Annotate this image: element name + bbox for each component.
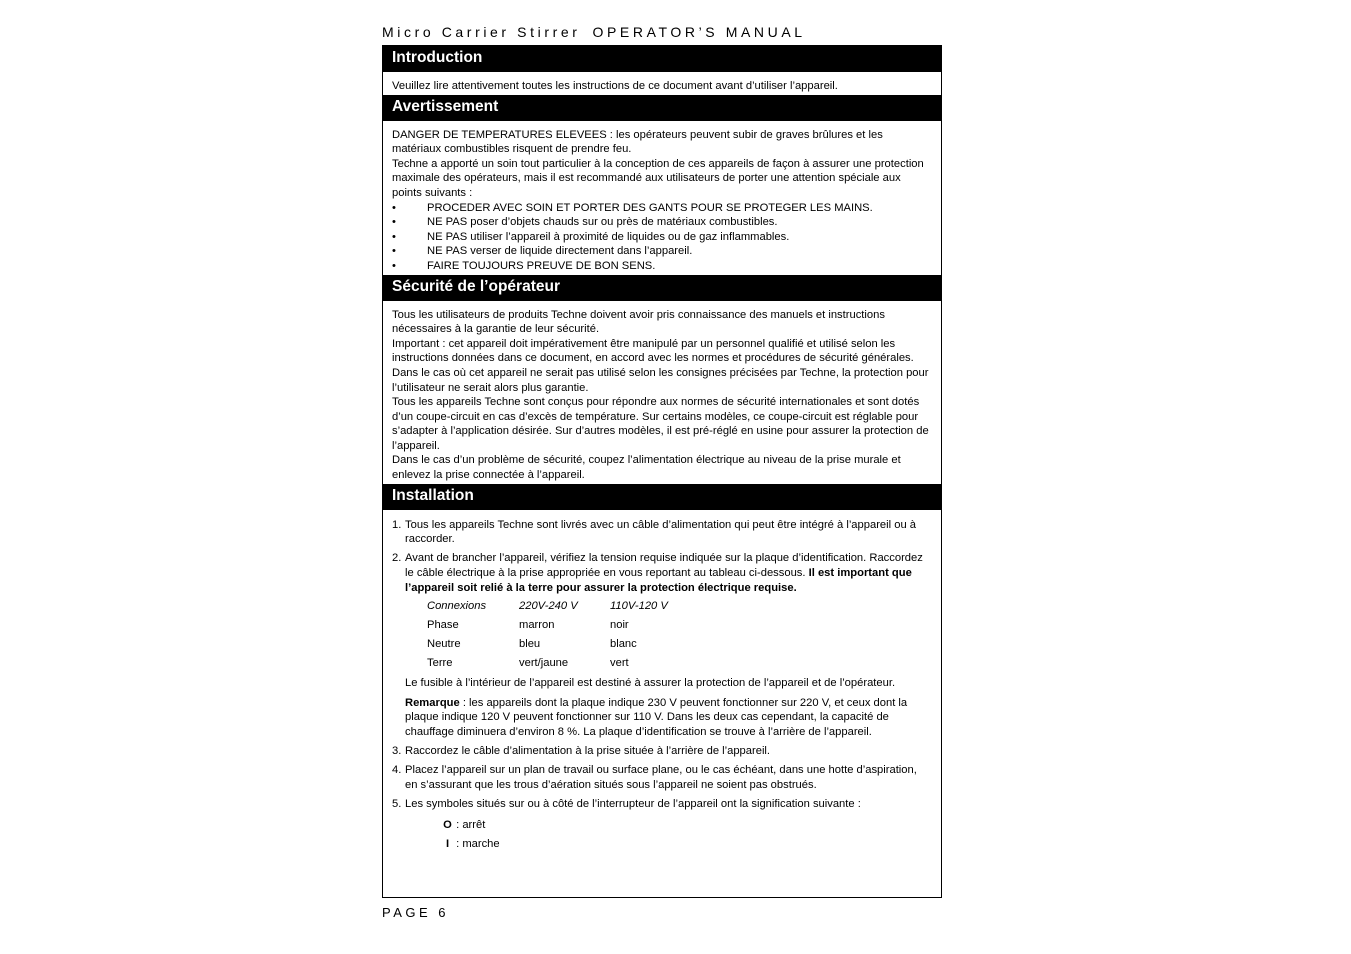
symbol-on: I : marche (442, 835, 932, 854)
table-row: Neutre bleu blanc (427, 638, 637, 650)
bullet-item (392, 201, 932, 216)
bullet-text: NE PAS utiliser l’appareil à proximité de liquides ou de gaz inflammables. (427, 230, 790, 243)
fuse-note: Le fusible à l’intérieur de l’appareil est destiné à assurer la protection de l’appareil et de l’opérateur. (405, 677, 896, 690)
product-name: Micro Carrier Stirrer (382, 24, 581, 40)
bullet-text: PROCEDER AVEC SOIN ET PORTER DES GANTS POUR SE PROTEGER LES MAINS. (427, 201, 873, 214)
off-symbol-icon: O (443, 819, 452, 832)
bullet-item (392, 230, 932, 245)
table-header-row: Connexions 220V-240 V 110V-120 V (427, 600, 668, 613)
warning-section (383, 121, 941, 275)
content-frame (382, 45, 942, 898)
install-heading: Installation (383, 484, 941, 510)
install-steps-cont (392, 744, 932, 812)
safety-paragraph: Dans le cas d’un problème de sécurité, coupez l’alimentation électrique au niveau de la prise murale et enlevez la prise connectée à l’appareil. (392, 454, 901, 482)
symbol-off: O : arrêt (442, 816, 932, 835)
list-item: 3. Raccordez le câble d’alimentation à la prise située à l’arrière de l’appareil. (392, 744, 771, 757)
safety-heading: Sécurité de l’opérateur (383, 275, 941, 301)
bullet-text: FAIRE TOUJOURS PREUVE DE BON SENS. (427, 259, 656, 272)
list-item: 2. Avant de brancher l’appareil, vérifiez la tension requise indiquée sur la plaque d’identification. Raccordez le câble électrique à la prise appropriée en vous reportant au tableau ci-dessous. Il est important que l’appareil soit relié à la terre pour assurer la protection électrique requise. (392, 552, 923, 594)
earth-warning: Il est important que l’appareil soit relié à la terre pour assurer la protection électrique requise. (405, 567, 912, 594)
bullet-item (392, 244, 932, 259)
bullet-icon: • (392, 216, 396, 229)
bullet-icon: • (392, 245, 396, 258)
bullet-icon: • (392, 230, 396, 243)
warning-paragraph: Techne a apporté un soin tout particulier à la conception de ces appareils de façon à assurer une protection maximale des opérateurs, mais il est recommandé aux utilisateurs de porter une attention spéciale aux points suivants : (392, 157, 924, 199)
table-row: Phase marron noir (427, 618, 629, 631)
bullet-icon: • (392, 259, 396, 272)
list-item: 5. Les symboles situés sur ou à côté de l’interrupteur de l’appareil ont la signification suivante : (392, 797, 861, 810)
manual-title: OPERATOR’S MANUAL (592, 24, 806, 40)
bullet-icon: • (392, 201, 396, 214)
safety-paragraph: Tous les appareils Techne sont conçus pour répondre aux normes de sécurité internationales et sont dotés d’un coupe-circuit en cas d’excès de température. Sur certains modèles, ce coupe-circuit est réglable pour s’adapter à l’application désirée. Sur d’autres modèles, il est pré-réglé en usine pour assurer la protection de l’appareil. (392, 396, 929, 452)
list-item: 4. Placez l’appareil sur un plan de travail ou surface plane, ou le cas échéant, dans une hotte d’aspiration, en s’assurant que les trous d’aération situés sous l’appareil ne soient pas obstrués. (392, 764, 917, 791)
install-section (383, 510, 941, 854)
bullet-item (392, 215, 932, 230)
page-number: PAGE 6 (382, 905, 450, 920)
intro-heading: Introduction (383, 46, 941, 72)
intro-section (383, 72, 941, 95)
install-steps (392, 518, 932, 596)
safety-section (383, 301, 941, 484)
table-row: Terre vert/jaune vert (427, 657, 629, 670)
intro-text: Veuillez lire attentivement toutes les instructions de ce document avant d’utiliser l’appareil. (392, 80, 838, 92)
bullet-text: NE PAS verser de liquide directement dans l’appareil. (427, 245, 693, 258)
bullet-text: NE PAS poser d’objets chauds sur ou près de matériaux combustibles. (427, 216, 778, 229)
warning-paragraph: DANGER DE TEMPERATURES ELEVEES : les opérateurs peuvent subir de graves brûlures et les matériaux combustibles risquent de prendre feu. (392, 128, 883, 156)
remark-note: Remarque : les appareils dont la plaque indique 230 V peuvent fonctionner sur 220 V, et ceux dont la plaque indique 120 V peuvent fonctionner sur 110 V. Dans les deux cas cependant, la capacité de chauffage diminuera d’environ 8 %. La plaque d’identification se trouve à l’arrière de l’appareil. (405, 696, 908, 738)
wiring-table (427, 598, 668, 673)
safety-paragraph: Tous les utilisateurs de produits Techne doivent avoir pris connaissance des manuels et instructions nécessaires à la garantie de leur sécurité. (392, 308, 885, 336)
warning-heading: Avertissement (383, 95, 941, 121)
running-header (382, 24, 806, 40)
safety-paragraph: Important : cet appareil doit impérativement être manipulé par un personnel qualifié et utilisé selon les instructions données dans ce document, en accord avec les normes et procédures de sécurité générales. Dans le cas où cet appareil ne serait pas utilisé selon les consignes précisées par Techne, la protection pour l’utilisateur ne serait alors plus garantie. (392, 337, 929, 394)
on-symbol-icon: I (445, 838, 450, 851)
bullet-item (392, 259, 932, 274)
list-item: 1. Tous les appareils Techne sont livrés avec un câble d’alimentation qui peut être intégré à l’appareil ou à raccorder. (392, 518, 917, 546)
